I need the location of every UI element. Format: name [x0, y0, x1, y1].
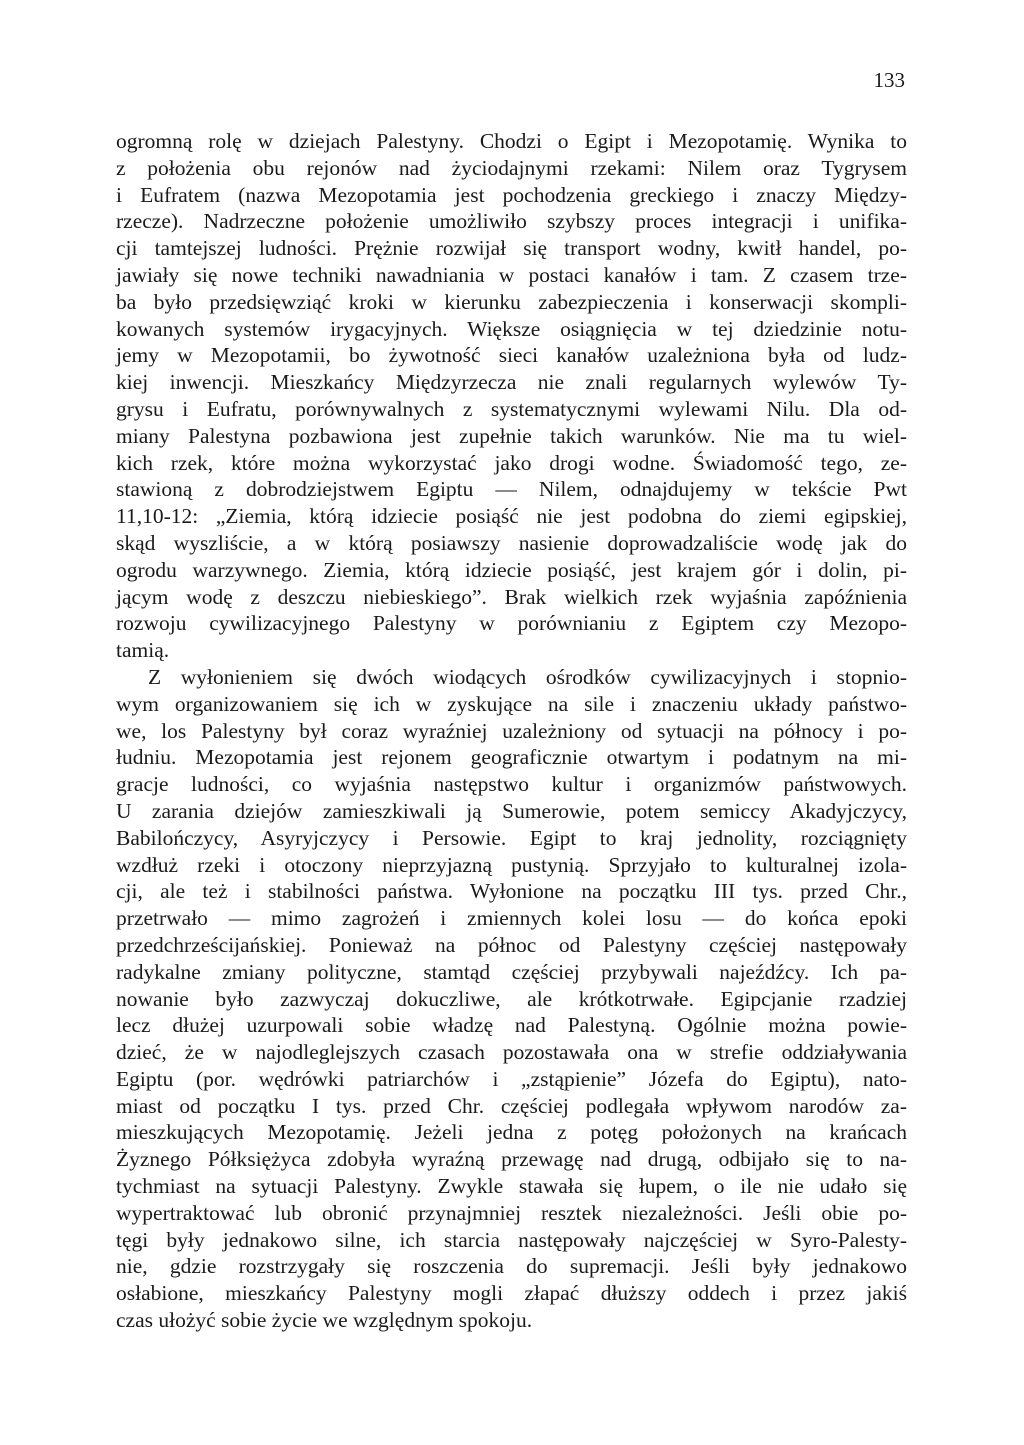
paragraph-1 — [116, 128, 907, 664]
text-line: Żyznego Półksiężyca zdobyła wyraźną przewagę nad drugą, odbijało się to na- — [116, 1147, 907, 1172]
text-line: we, los Palestyny był coraz wyraźniej uzależniony od sytuacji na północy i po- — [116, 718, 907, 743]
text-line: tychmiast na sytuacji Palestyny. Zwykle stawała się łupem, o ile nie udało się — [116, 1174, 907, 1199]
text-line: rzecze). Nadrzeczne położenie umożliwiło szybszy proces integracji i unifika- — [116, 209, 907, 234]
text-line: wzdłuż rzeki i otoczony nieprzyjazną pustynią. Sprzyjało to kulturalnej izola- — [116, 852, 907, 877]
text-line: z położenia obu rejonów nad życiodajnymi rzekami: Nilem oraz Tygrysem — [116, 155, 907, 180]
page-number: 133 — [873, 68, 905, 92]
text-line: osłabione, mieszkańcy Palestyny mogli złapać dłuższy oddech i przez jakiś — [116, 1281, 907, 1306]
text-line: wypertraktować lub obronić przynajmniej resztek niezależności. Jeśli obie po- — [116, 1200, 907, 1225]
text-line: miast od początku I tys. przed Chr. częściej podlegała wpływom narodów za- — [116, 1093, 907, 1118]
text-line: lecz dłużej uzurpowali sobie władzę nad Palestyną. Ogólnie można powie- — [116, 1013, 907, 1038]
text-line: ogromną rolę w dziejach Palestyny. Chodzi o Egipt i Mezopotamię. Wynika to — [116, 129, 907, 153]
text-line: tęgi były jednakowo silne, ich starcia następowały najczęściej w Syro-Palesty- — [116, 1227, 907, 1252]
text-line: kowanych systemów irygacyjnych. Większe osiągnięcia w tej dziedzinie notu- — [116, 316, 907, 341]
text-line: miany Palestyna pozbawiona jest zupełnie takich warunków. Nie ma tu wiel- — [116, 423, 907, 448]
text-line: skąd wyszliście, a w którą posiawszy nasienie doprowadzaliście wodę jak do — [116, 530, 907, 555]
text-line: gracje ludności, co wyjaśnia następstwo kultur i organizmów państwowych. — [116, 772, 907, 797]
text-line: stawioną z dobrodziejstwem Egiptu — Nilem, odnajdujemy w tekście Pwt — [116, 477, 907, 502]
text-line: łudniu. Mezopotamia jest rejonem geograficznie otwartym i podatnym na mi- — [116, 745, 907, 770]
text-line: Babilończycy, Asyryjczycy i Persowie. Egipt to kraj jednolity, rozciągnięty — [116, 825, 907, 850]
text-line: jemy w Mezopotamii, bo żywotność sieci kanałów uzależniona była od ludz- — [116, 343, 907, 368]
text-line: cji tamtejszej ludności. Prężnie rozwijał się transport wodny, kwitł handel, po- — [116, 236, 907, 261]
text-line: kiej inwencji. Mieszkańcy Międzyrzecza nie znali regularnych wylewów Ty- — [116, 370, 907, 395]
text-line: wym organizowaniem się ich w zyskujące na sile i znaczeniu układy państwo- — [116, 691, 907, 716]
text-line: jącym wodę z deszczu niebieskiego”. Brak wielkich rzek wyjaśnia zapóźnienia — [116, 584, 907, 609]
text-line: grysu i Eufratu, porównywalnych z systematycznymi wylewami Nilu. Dla od- — [116, 396, 907, 421]
text-line: cji, ale też i stabilności państwa. Wyłonione na początku III tys. przed Chr., — [116, 879, 907, 904]
text-line: kich rzek, które można wykorzystać jako drogi wodne. Świadomość tego, ze- — [116, 450, 907, 475]
text-line: rozwoju cywilizacyjnego Palestyny w porównianiu z Egiptem czy Mezopo- — [116, 611, 907, 636]
text-line: Egiptu (por. wędrówki patriarchów i „zstąpienie” Józefa do Egiptu), nato- — [116, 1066, 907, 1091]
text-line: przedchrześcijańskiej. Ponieważ na północ od Palestyny częściej następowały — [116, 932, 907, 957]
text-line: Z wyłonieniem się dwóch wiodących ośrodków cywilizacyjnych i stopnio- — [148, 664, 907, 689]
text-line: dzieć, że w najodleglejszych czasach pozostawała ona w strefie oddziaływania — [116, 1040, 907, 1065]
text-line: mieszkujących Mezopotamię. Jeżeli jedna z potęg położonych na krańcach — [116, 1120, 907, 1145]
text-line: 11,10-12: „Ziemia, którą idziecie posiąść nie jest podobna do ziemi egipskiej, — [116, 504, 907, 529]
text-line: jawiały się nowe techniki nawadniania w postaci kanałów i tam. Z czasem trze- — [116, 262, 907, 287]
text-line: czas ułożyć sobie życie we względnym spokoju. — [116, 1308, 533, 1333]
text-line: ogrodu warzywnego. Ziemia, którą idziecie posiąść, jest krajem gór i dolin, pi- — [116, 557, 907, 582]
paragraph-2 — [116, 664, 907, 1334]
text-line: tamią. — [116, 638, 170, 663]
text-line: radykalne zmiany polityczne, stamtąd częściej przybywali najeźdźcy. Ich pa- — [116, 959, 907, 984]
page-body — [116, 128, 907, 1334]
text-line: U zarania dziejów zamieszkiwali ją Sumerowie, potem semiccy Akadyjczycy, — [116, 798, 907, 823]
text-line: ba było przedsięwziąć kroki w kierunku zabezpieczenia i konserwacji skompli- — [116, 289, 907, 314]
text-line: nie, gdzie rozstrzygały się roszczenia do supremacji. Jeśli były jednakowo — [116, 1254, 907, 1279]
text-line: przetrwało — mimo zagrożeń i zmiennych kolei losu — do końca epoki — [116, 906, 907, 931]
text-line: nowanie było zazwyczaj dokuczliwe, ale krótkotrwałe. Egipcjanie rzadziej — [116, 986, 907, 1011]
text-line: i Eufratem (nazwa Mezopotamia jest pochodzenia greckiego i znaczy Między- — [116, 182, 907, 207]
